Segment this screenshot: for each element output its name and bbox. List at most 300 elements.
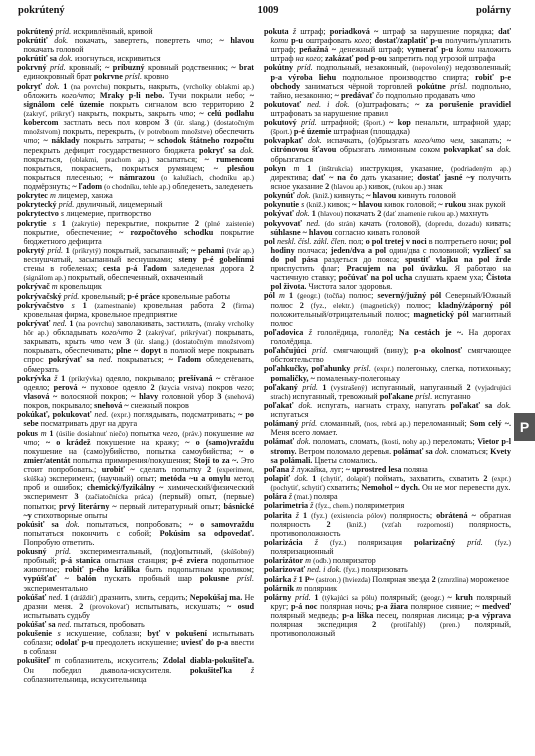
headword: pokynúť xyxy=(264,191,295,201)
grammar-label: dok. xyxy=(293,400,318,410)
grammar-label: ž xyxy=(289,464,297,474)
translation: положительный/отрицательный полюс; xyxy=(270,309,414,319)
usage-note: (fyz.) xyxy=(494,537,511,547)
grammar-label: dok. xyxy=(294,437,313,447)
translation: покров, покрывало; xyxy=(23,401,95,411)
example-phrase: zakázať pod p-ou xyxy=(325,54,387,64)
translation: головной убор xyxy=(158,392,218,401)
headword: poľadovica xyxy=(264,327,304,337)
usage-note: (dopredu, dozadu) xyxy=(425,218,486,228)
headword: polarizácia xyxy=(264,537,303,547)
dictionary-entry xyxy=(17,620,254,629)
translation: кровельные работы xyxy=(159,291,230,301)
dictionary-entry xyxy=(17,520,254,547)
translation: пускать пробный шар xyxy=(96,574,200,584)
headword: pokrvný xyxy=(17,63,47,73)
translation: ; xyxy=(37,136,44,146)
example-phrase: ~ hlavou xyxy=(219,36,254,46)
example-phrase: Pokúsim sa odpovedať. xyxy=(159,528,254,538)
sense-number: 1 xyxy=(312,473,321,483)
dictionary-entry xyxy=(17,429,254,520)
dictionary-entry xyxy=(17,656,254,683)
example-phrase: ~ rumencom xyxy=(204,154,254,164)
example-phrase: vyzliecť sa do pol pása xyxy=(270,245,511,265)
usage-note: (šport.) xyxy=(270,127,294,137)
translation: поглядывать, подсматривать; xyxy=(133,410,239,420)
translation: поляра xyxy=(313,492,338,502)
grammar-label: чего xyxy=(162,428,178,438)
usage-note: (prikrytý) xyxy=(72,245,104,255)
headword: pokus xyxy=(17,428,38,438)
translation: кровельный; xyxy=(81,291,128,301)
translation: получить/уплатить штраф; xyxy=(270,36,511,55)
translation: качать (головой), xyxy=(359,218,426,228)
usage-note: (týkajúci sa pólu) xyxy=(322,592,381,602)
dictionary-entry xyxy=(264,401,511,419)
translation: испачкать, (о)брызгать xyxy=(326,136,415,146)
usage-note: (v potrebnom množstve) xyxy=(138,127,215,137)
translation: перекрыть дефицит государственного бюджета xyxy=(23,145,200,155)
translation: пенальти, штрафной удар; xyxy=(410,118,511,128)
translation: , xyxy=(177,428,183,438)
example-phrase: ~ plesňou xyxy=(213,163,254,173)
usage-note: (rukou ap.) xyxy=(393,181,428,191)
grammar-label: neskl. čísl. zákl. člen. xyxy=(274,236,349,246)
translation: экспериментально xyxy=(23,583,88,593)
sense-number: 2 xyxy=(79,601,90,611)
grammar-label: m xyxy=(37,428,50,438)
example-phrase: ~ kruh xyxy=(447,592,473,602)
translation: инструкция, указание, xyxy=(360,163,452,173)
sense-number: 2 xyxy=(194,218,205,228)
grammar-label: m xyxy=(274,291,290,301)
grammar-label: ž xyxy=(50,373,62,383)
usage-note: (geogr.) (točňa) xyxy=(297,291,349,301)
grammar-label: prísl. xyxy=(413,391,435,401)
sense-number: 1 xyxy=(289,291,298,301)
translation: покрытие бюджетного дефицита xyxy=(23,227,254,246)
example-phrase: cesta p-á ľadom xyxy=(102,264,167,274)
sense-number: 1 xyxy=(69,318,76,328)
translation: гололёдица, гололёд; xyxy=(317,327,399,337)
translation: веснушчатый, засыпанный веснушками; xyxy=(23,255,179,265)
example-phrase: robiť p-ého králika xyxy=(65,565,140,575)
usage-note: (geogr.) xyxy=(420,592,448,602)
example-phrase: p-a líška xyxy=(342,611,374,621)
example-phrase: ~ po sebe xyxy=(23,410,254,429)
sense-number: 2 xyxy=(466,382,476,392)
translation: испугаться xyxy=(270,410,309,420)
example-phrase: poriadková ~ xyxy=(329,27,379,36)
example-phrase: ~ hlavy xyxy=(131,392,159,401)
usage-note: (provokovať) xyxy=(89,601,136,611)
grammar-label: komu xyxy=(456,45,475,55)
example-phrase: dať ~ na čo xyxy=(312,172,358,182)
translation: штраф; xyxy=(300,27,330,36)
dictionary-entry xyxy=(17,82,254,192)
headword: pokútne xyxy=(416,81,446,91)
grammar-label: m xyxy=(47,191,58,201)
grammar-label: príd. xyxy=(297,382,323,392)
example-phrase: vypúšťať ~ balón xyxy=(23,574,97,584)
translation: Не дразни меня. xyxy=(23,592,254,611)
grammar-label: ned. xyxy=(93,355,118,365)
translation: дать указание; xyxy=(357,172,418,182)
headword: pokušenie xyxy=(17,629,53,639)
dictionary-entry xyxy=(17,219,254,246)
translation: покрыть затраты; xyxy=(79,136,150,146)
dictionary-entry xyxy=(17,36,254,54)
grammar-label: ned. i dok. xyxy=(301,99,356,109)
usage-note: (kniž.) (vzťah rozpornosti) xyxy=(346,519,469,529)
translation: покушение на (само)убийство, попытка самоубийства; xyxy=(23,446,240,456)
example-phrase: ~ náklady xyxy=(43,136,80,146)
grammar-label: príd. xyxy=(298,419,321,429)
dictionary-entry xyxy=(17,319,254,374)
usage-note: (vrcholky oblakmi ap.) xyxy=(183,81,254,91)
usage-note: (expr.) xyxy=(374,364,397,374)
sense-number: 3 xyxy=(165,118,175,128)
usage-note: (fyz.) xyxy=(343,565,362,575)
translation: знак рукой xyxy=(466,200,506,210)
example-phrase: Som celý ~. xyxy=(469,419,511,429)
headword: pokrývať sa xyxy=(48,355,94,365)
headword: pokryť xyxy=(17,81,43,91)
grammar-label: кого/что xyxy=(61,90,93,100)
translation: Северный/Южный полюс xyxy=(270,291,511,310)
translation: подпольно, тайно, незаконно; xyxy=(270,81,511,100)
sense-number: 3 xyxy=(125,337,135,347)
translation: помаленьку-полегоньку xyxy=(314,373,400,383)
headword: pokrývačstvo xyxy=(17,300,64,310)
translation: обледенеть, заледенеть xyxy=(172,182,253,192)
translation: махнуть xyxy=(459,209,489,219)
usage-note: (vyjadrujúci strach) xyxy=(270,382,511,401)
translation: покушение xyxy=(204,428,246,438)
headword: polárny xyxy=(264,592,292,602)
translation: кивать; xyxy=(485,218,511,228)
usage-note: (expr.) xyxy=(111,410,134,420)
example-phrase: ~ rozpočtového schodku xyxy=(119,227,214,237)
translation: полярность; xyxy=(389,510,437,520)
headword: pokrytý xyxy=(17,245,45,255)
translation: кровельная работа xyxy=(143,300,222,310)
headword: pokrútiť sa xyxy=(17,54,57,64)
headword: poľakaný xyxy=(264,382,298,392)
translation: покрыть, перекрыть, xyxy=(62,127,139,137)
grammar-label: dok. xyxy=(294,191,313,201)
headword: pol xyxy=(264,236,275,246)
grammar-label: ned. xyxy=(50,318,70,328)
grammar-label: dok. xyxy=(302,136,327,146)
translation: покачать головой xyxy=(23,45,84,55)
grammar-label: prísl. xyxy=(122,72,145,82)
example-phrase: Mraky p-li nebo. xyxy=(99,90,165,100)
translation: единокровный брат xyxy=(23,72,94,82)
headword: pokušiteľka xyxy=(189,665,233,675)
sense-number: 1 xyxy=(61,373,69,383)
usage-note: (šport.) xyxy=(363,118,390,128)
dictionary-entry xyxy=(264,346,511,364)
usage-note: (fyz.) (existencia pólov) xyxy=(311,510,390,520)
translation: попытаться, попробовать; xyxy=(86,519,189,529)
translation: подопытное животное; xyxy=(23,556,254,575)
dictionary-entry xyxy=(264,27,511,63)
translation: полярник xyxy=(304,583,338,593)
translation: в полной мере покрывать спрос xyxy=(23,346,254,365)
example-phrase: p-é práce xyxy=(127,291,160,301)
usage-note: (zamestnanie) xyxy=(94,300,144,310)
example-phrase: ~ uprostred lesa xyxy=(345,464,402,474)
sense-number: 1 xyxy=(64,592,71,602)
example-phrase: robiť p-e obchody xyxy=(270,72,511,91)
example-phrase: Nemohol ~ dych. xyxy=(361,483,420,493)
usage-note: (firma) xyxy=(233,300,254,310)
example-phrase: ~ pehami xyxy=(191,245,224,255)
dictionary-entry xyxy=(264,492,511,501)
translation: покушение на кражу; xyxy=(90,437,186,447)
example-phrase: počúvať na pol ucha xyxy=(338,273,413,283)
example-phrase: urobiť ~ xyxy=(101,464,135,474)
example-phrase: plne ~ dopyt xyxy=(116,346,161,356)
dictionary-entry xyxy=(17,410,254,428)
headword: polarita xyxy=(264,510,292,520)
translation: дразнить, злить, сердить; xyxy=(99,592,190,602)
sense-number: 1 xyxy=(63,81,71,91)
headword: polarizovať xyxy=(264,565,306,575)
translation: испугать, нагнать страху, напугать xyxy=(317,400,451,410)
example-phrase: Na cestách je ~. xyxy=(398,327,464,337)
translation: поймать, захватить, схватить xyxy=(374,473,484,483)
headword: pokúšať sa xyxy=(17,620,56,630)
grammar-label: ned. i dok. xyxy=(305,565,344,575)
translation: полегоньку, слегка, потихоньку; xyxy=(396,364,511,374)
translation: посматривать друг на друга xyxy=(38,419,138,429)
usage-note: (krycia vrstva) xyxy=(158,382,209,392)
headword: pokrvne xyxy=(93,72,123,82)
grammar-label: что чем xyxy=(90,337,122,347)
headword: pokrytie xyxy=(17,218,47,228)
dictionary-entry xyxy=(264,501,511,510)
example-phrase: p-a okolnosť xyxy=(413,346,463,356)
translation: химический/физический эксперимент xyxy=(23,483,254,502)
example-phrase: prvý literárny ~ xyxy=(59,501,117,511)
translation: схватить; xyxy=(326,483,362,493)
headword: pokrytectvo xyxy=(17,209,59,219)
dictionary-entry xyxy=(264,511,511,538)
grammar-label: ned. xyxy=(46,592,65,602)
translation: попытка примирения/покушения; xyxy=(70,455,194,465)
translation: ; xyxy=(37,437,46,447)
grammar-label: ned. xyxy=(91,410,112,420)
example-phrase: peňažná ~ xyxy=(299,45,336,55)
usage-note: (podriadeným ap.) xyxy=(451,163,511,173)
grammar-label: m xyxy=(294,583,305,593)
example-phrase: Nepokúšaj ma. xyxy=(189,592,243,602)
example-phrase: dostať jasné ~y xyxy=(417,172,475,182)
dictionary-entry xyxy=(17,593,254,620)
translation: Он победил дьявола-искусителя. xyxy=(23,665,190,675)
example-phrase: chemický/fyzikálny ~ xyxy=(87,483,164,493)
translation: полюс; xyxy=(348,291,378,301)
translation: Он не мог перевести дух. xyxy=(419,483,511,493)
sense-number: 2 xyxy=(483,473,492,483)
headword: pokusný xyxy=(17,547,47,557)
sense-number: 1 xyxy=(311,209,318,219)
dictionary-entry xyxy=(264,237,511,292)
translation: Это стоит попробовать.; xyxy=(23,455,254,474)
translation: подпольно продавать xyxy=(383,90,462,100)
translation: обрызгать лимонным соком xyxy=(336,145,444,155)
translation: лицемер, ханжа xyxy=(57,191,113,201)
dictionary-entry xyxy=(264,364,511,382)
example-phrase: ~ za porušenie pravidiel xyxy=(415,99,511,109)
headword: pokusne xyxy=(199,574,229,584)
dictionary-entry xyxy=(264,328,511,346)
headword: pokynutie xyxy=(264,200,300,210)
translation: покрыться, покраснеть, покрыться румянцем; xyxy=(23,163,214,173)
headword: pokrytec xyxy=(17,191,48,201)
headword: pokutovať xyxy=(264,99,302,109)
sense-number: 2 xyxy=(207,464,217,474)
dictionary-entry xyxy=(264,538,511,556)
translation: покрыть, накрыть, xyxy=(113,81,184,91)
sense-number: 2 xyxy=(249,264,254,274)
headword: pokrútiť xyxy=(17,36,48,46)
example-phrase: ~ rukou xyxy=(438,200,467,210)
headword: pokrytecký xyxy=(17,200,57,210)
dictionary-entry xyxy=(264,191,511,200)
grammar-label: s xyxy=(52,629,67,639)
headword: pokyvovať xyxy=(264,218,302,228)
headword: pokrývka xyxy=(17,373,51,383)
usage-note: (fyz., chem.) xyxy=(315,501,355,511)
translation: покачать xyxy=(344,209,378,219)
sense-number: 2 xyxy=(431,574,438,584)
grammar-label: dok. xyxy=(493,145,511,155)
example-phrase: p-á stanica xyxy=(60,556,101,566)
translation: покрывать, обеспечивать; xyxy=(23,346,117,356)
example-phrase: Kvety sa polámali. xyxy=(270,446,511,465)
usage-note: (úr. slang.) (dostatočným množstvom) xyxy=(134,337,254,347)
translation: покрытый, обеспеченный, охваченный xyxy=(67,273,203,283)
translation: Цветы сломались. xyxy=(312,455,378,465)
usage-note: (zakrývať, prikrývať) xyxy=(145,328,216,338)
translation: лицемерие, притворство xyxy=(66,209,152,219)
translation: обледеневать, обмерзать xyxy=(23,355,254,374)
dictionary-entry xyxy=(264,584,511,593)
translation: поляриметрия xyxy=(354,501,405,511)
sense-number: 1 xyxy=(303,510,312,520)
dictionary-entry xyxy=(264,118,511,136)
translation: кровный; xyxy=(69,63,106,73)
translation: искушение, соблазн; xyxy=(66,629,148,639)
translation: преодолеть искушение; xyxy=(93,638,181,648)
translation: оштрафовать xyxy=(302,36,355,46)
translation: стены в гобеленах; xyxy=(23,264,103,274)
usage-note: (práv.) xyxy=(182,428,205,438)
headword: pokušiteľ xyxy=(17,656,51,666)
translation: в полтретьего ночи; xyxy=(426,236,501,246)
headword: pokútny xyxy=(264,63,294,73)
headword: pokutový xyxy=(264,118,297,128)
translation: быть подопытным кроликом; xyxy=(139,565,254,575)
translation: полярный медведь; xyxy=(270,611,343,621)
usage-note: (fyz.) xyxy=(329,537,358,547)
dictionary-entry xyxy=(17,282,254,291)
headword: polárka xyxy=(264,574,292,584)
grammar-label: ž xyxy=(286,492,295,502)
dictionary-entry xyxy=(264,437,511,464)
translation: один/два с половиной; xyxy=(386,245,473,255)
usage-note: (plné zaistenie) xyxy=(204,218,254,228)
translation: поляризационный xyxy=(270,547,334,557)
headword: poľakať xyxy=(264,400,294,410)
grammar-label: чего xyxy=(236,382,252,392)
translation: подпольное производство спирта; xyxy=(336,72,476,82)
grammar-label: dok. xyxy=(293,209,312,219)
grammar-label: что xyxy=(179,108,194,118)
translation: недозволенный; xyxy=(455,63,511,73)
sense-number: 1 xyxy=(49,428,57,438)
translation: поломать, сломать, xyxy=(312,437,382,447)
usage-note: (úr. slang.) (dostatočným množstvom) xyxy=(23,118,254,137)
usage-note: (skúšobný) xyxy=(221,547,254,557)
translation: соблазнитель, искуситель; xyxy=(64,656,163,666)
grammar-label: ž xyxy=(303,327,318,337)
sense-number: 1 xyxy=(314,592,323,602)
example-phrase: kladný/záporný pól xyxy=(438,300,511,310)
translation: покрывать, закрывать, крыть xyxy=(23,328,254,347)
usage-note: (do strán) xyxy=(324,218,360,228)
usage-note: (experiment, skúška) xyxy=(23,464,254,484)
dictionary-entry xyxy=(264,419,511,437)
grammar-label: m xyxy=(50,656,65,666)
dictionary-entry xyxy=(17,209,254,218)
translation: наложить штраф xyxy=(270,45,511,64)
example-phrase: ~ ľadom xyxy=(168,355,202,365)
headword: pokvapkať sa xyxy=(443,145,494,155)
example-phrase: p-é zviera xyxy=(171,556,208,566)
example-phrase: vymerať p-u xyxy=(407,45,457,55)
grammar-label: m xyxy=(285,163,308,173)
usage-note: (snehová) xyxy=(224,392,254,401)
usage-note: (chytiť, dolapiť) xyxy=(320,473,375,483)
translation: директива; xyxy=(270,172,313,182)
translation: знак xyxy=(427,181,443,191)
grammar-label: dok. xyxy=(290,473,313,483)
grammar-label: что xyxy=(461,90,476,100)
sense-number: 2 xyxy=(325,181,332,191)
translation: двуличный, лицемерный xyxy=(76,200,163,210)
translation: подпольный, незаконный, xyxy=(316,63,413,73)
translation: испытывать соблазн; xyxy=(23,629,254,648)
grammar-label: komu xyxy=(270,36,289,46)
translation: переломать; xyxy=(432,437,478,447)
translation: ; xyxy=(193,108,200,118)
translation: обеспечить xyxy=(214,127,254,137)
translation: покрыться плесенью; xyxy=(23,172,109,182)
sense-number: 1 xyxy=(307,163,319,173)
translation: заледенелая дорога xyxy=(166,264,250,274)
headword: pokývať xyxy=(264,209,294,219)
grammar-label: s xyxy=(58,209,67,219)
sense-number: 2 xyxy=(137,328,146,338)
headword: pokúsiť sa xyxy=(17,519,59,529)
usage-note: (hlavou ap.) xyxy=(331,181,369,191)
usage-note: (o kalužiach, chodníku ap.) xyxy=(161,172,254,182)
translation: поляризовать xyxy=(361,565,408,575)
